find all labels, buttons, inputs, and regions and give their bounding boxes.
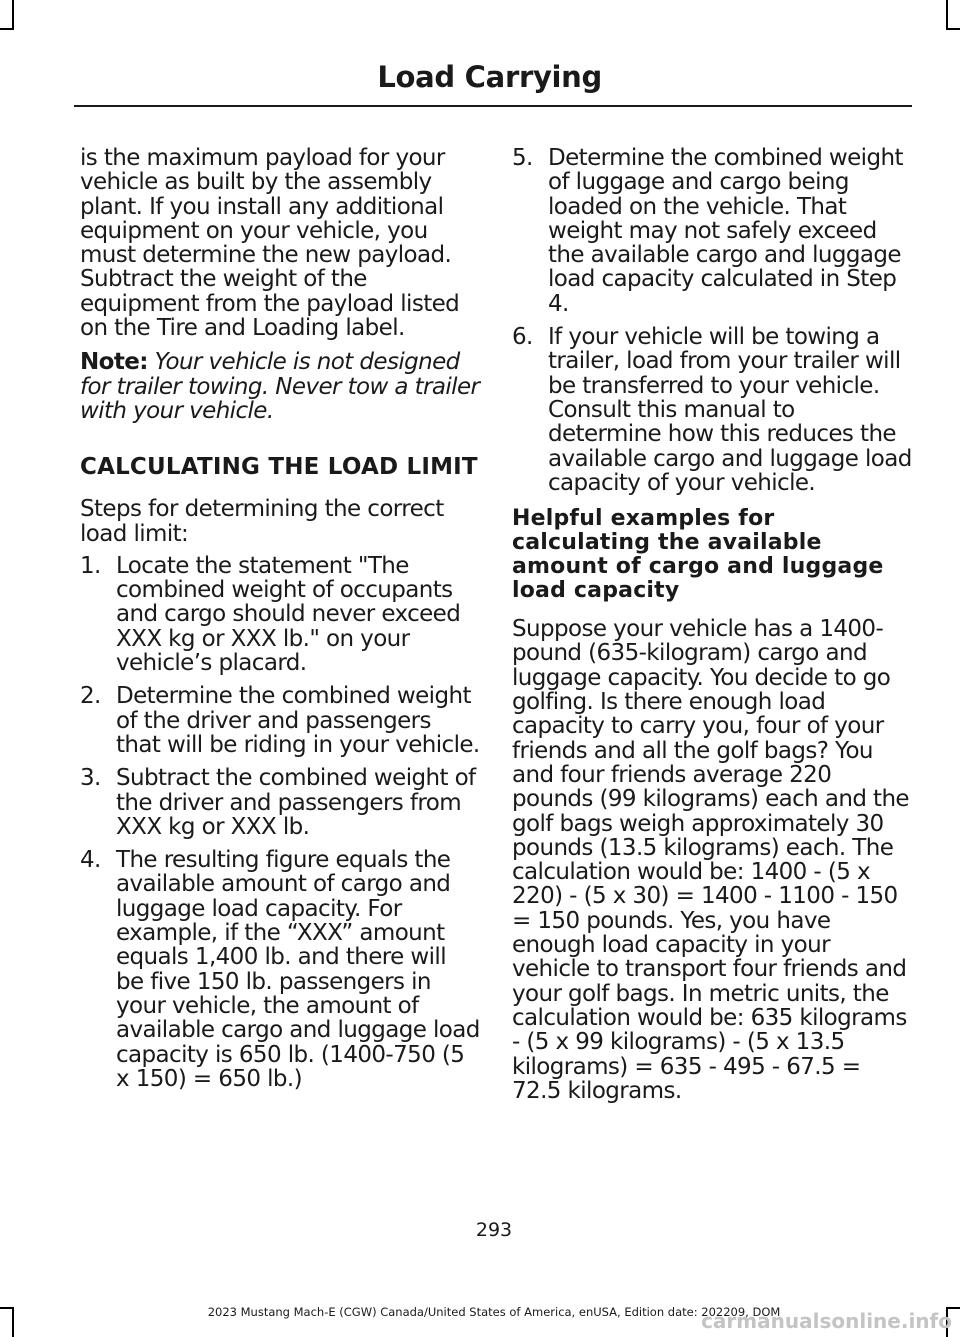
- step-item: [80, 684, 480, 757]
- step-number: 1.: [80, 552, 101, 579]
- page-header-title: Load Carrying: [377, 60, 602, 94]
- intro-paragraph: is the maximum payload for your vehicle as built by the assembly plant. If you install any additional equipment on your vehicle, you must determine the new payload. Subtract the weight of the equipment from the payload listed on the Tire and Loading label.: [80, 145, 460, 342]
- step-text: Determine the combined weight of the driver and passengers that will be riding in your vehicle.: [116, 683, 480, 758]
- step-text: Locate the statement "The combined weight of occupants and cargo should never exceed XXX kg or XXX lb." on your vehicle’s placard.: [116, 552, 461, 677]
- step-item: [80, 554, 480, 675]
- page-number: 293: [475, 1219, 513, 1241]
- crop-mark-top-right-vertical: [946, 0, 948, 30]
- step-number: 5.: [512, 145, 533, 171]
- examples-subheading: Helpful examples for calculating the available amount of cargo and luggage load capacity: [512, 506, 884, 604]
- footer-edition-info: 2023 Mustang Mach-E (CGW) Canada/United States of America, enUSA, Edition date: 202209, DOM: [207, 1305, 781, 1319]
- crop-mark-top-left-vertical: [12, 0, 14, 30]
- example-paragraph: Suppose your vehicle has a 1400-pound (635-kilogram) cargo and luggage capacity. You decide to go golfing. Is there enough load capacity to carry you, four of your friends and all the golf bags? You and four friends average 220 pounds (99 kilograms) each and the golf bags weigh approximately 30 pounds (13.5 kilograms) each. The calculation would be: 1400 - (5 x 220) - (5 x 30) = 1400 - 1100 - 150 = 150 pounds. Yes, you have enough load capacity in your vehicle to transport four friends and your golf bags. In metric units, the calculation would be: 635 kilograms - (5 x 99 kilograms) - (5 x 13.5 kilograms) = 635 - 495 - 67.5 = 72.5 kilograms.: [512, 616, 909, 1104]
- crop-mark-top-left-horizontal: [0, 28, 14, 30]
- note-paragraph: [80, 350, 480, 423]
- note-text: Your vehicle is not designed for trailer towing. Never tow a trailer with your vehicle.: [80, 349, 480, 424]
- steps-list-right: [512, 146, 912, 495]
- step-number: 3.: [80, 765, 101, 792]
- steps-intro: Steps for determining the correct load limit:: [80, 496, 444, 547]
- step-item: [80, 766, 480, 839]
- step-number: 4.: [80, 847, 101, 874]
- step-item: [80, 848, 480, 1091]
- section-heading: CALCULATING THE LOAD LIMIT: [80, 454, 478, 481]
- step-item: [512, 325, 912, 495]
- step-text: The resulting figure equals the available amount of cargo and luggage load capacity. For example, if the “XXX” amount equals 1,400 lb. and there will be five 150 lb. passengers in your vehicle, the amount of available cargo and luggage load capacity is 650 lb. (1400-750 (5 x 150) = 650 lb.): [116, 847, 480, 1092]
- right-column: [512, 146, 912, 1103]
- step-item: [512, 146, 912, 316]
- header-divider: [74, 105, 912, 107]
- crop-mark-top-right-horizontal: [946, 28, 960, 30]
- watermark-logo: carmanualsonline.info: [701, 1309, 952, 1333]
- step-text: Subtract the combined weight of the driver and passengers from XXX kg or XXX lb.: [116, 765, 476, 840]
- step-number: 2.: [80, 683, 101, 710]
- note-label: Note:: [80, 349, 148, 376]
- step-text: Determine the combined weight of luggage and cargo being loaded on the vehicle. That weight may not safely exceed the available cargo and luggage load capacity calculated in Step 4.: [548, 145, 903, 317]
- step-number: 6.: [512, 324, 533, 351]
- step-text: If your vehicle will be towing a trailer, load from your trailer will be transferred to your vehicle. Consult this manual to determine how this reduces the available cargo and luggage load capacity of your vehicle.: [548, 324, 912, 496]
- left-column: [80, 146, 480, 1100]
- steps-list-left: [80, 554, 480, 1091]
